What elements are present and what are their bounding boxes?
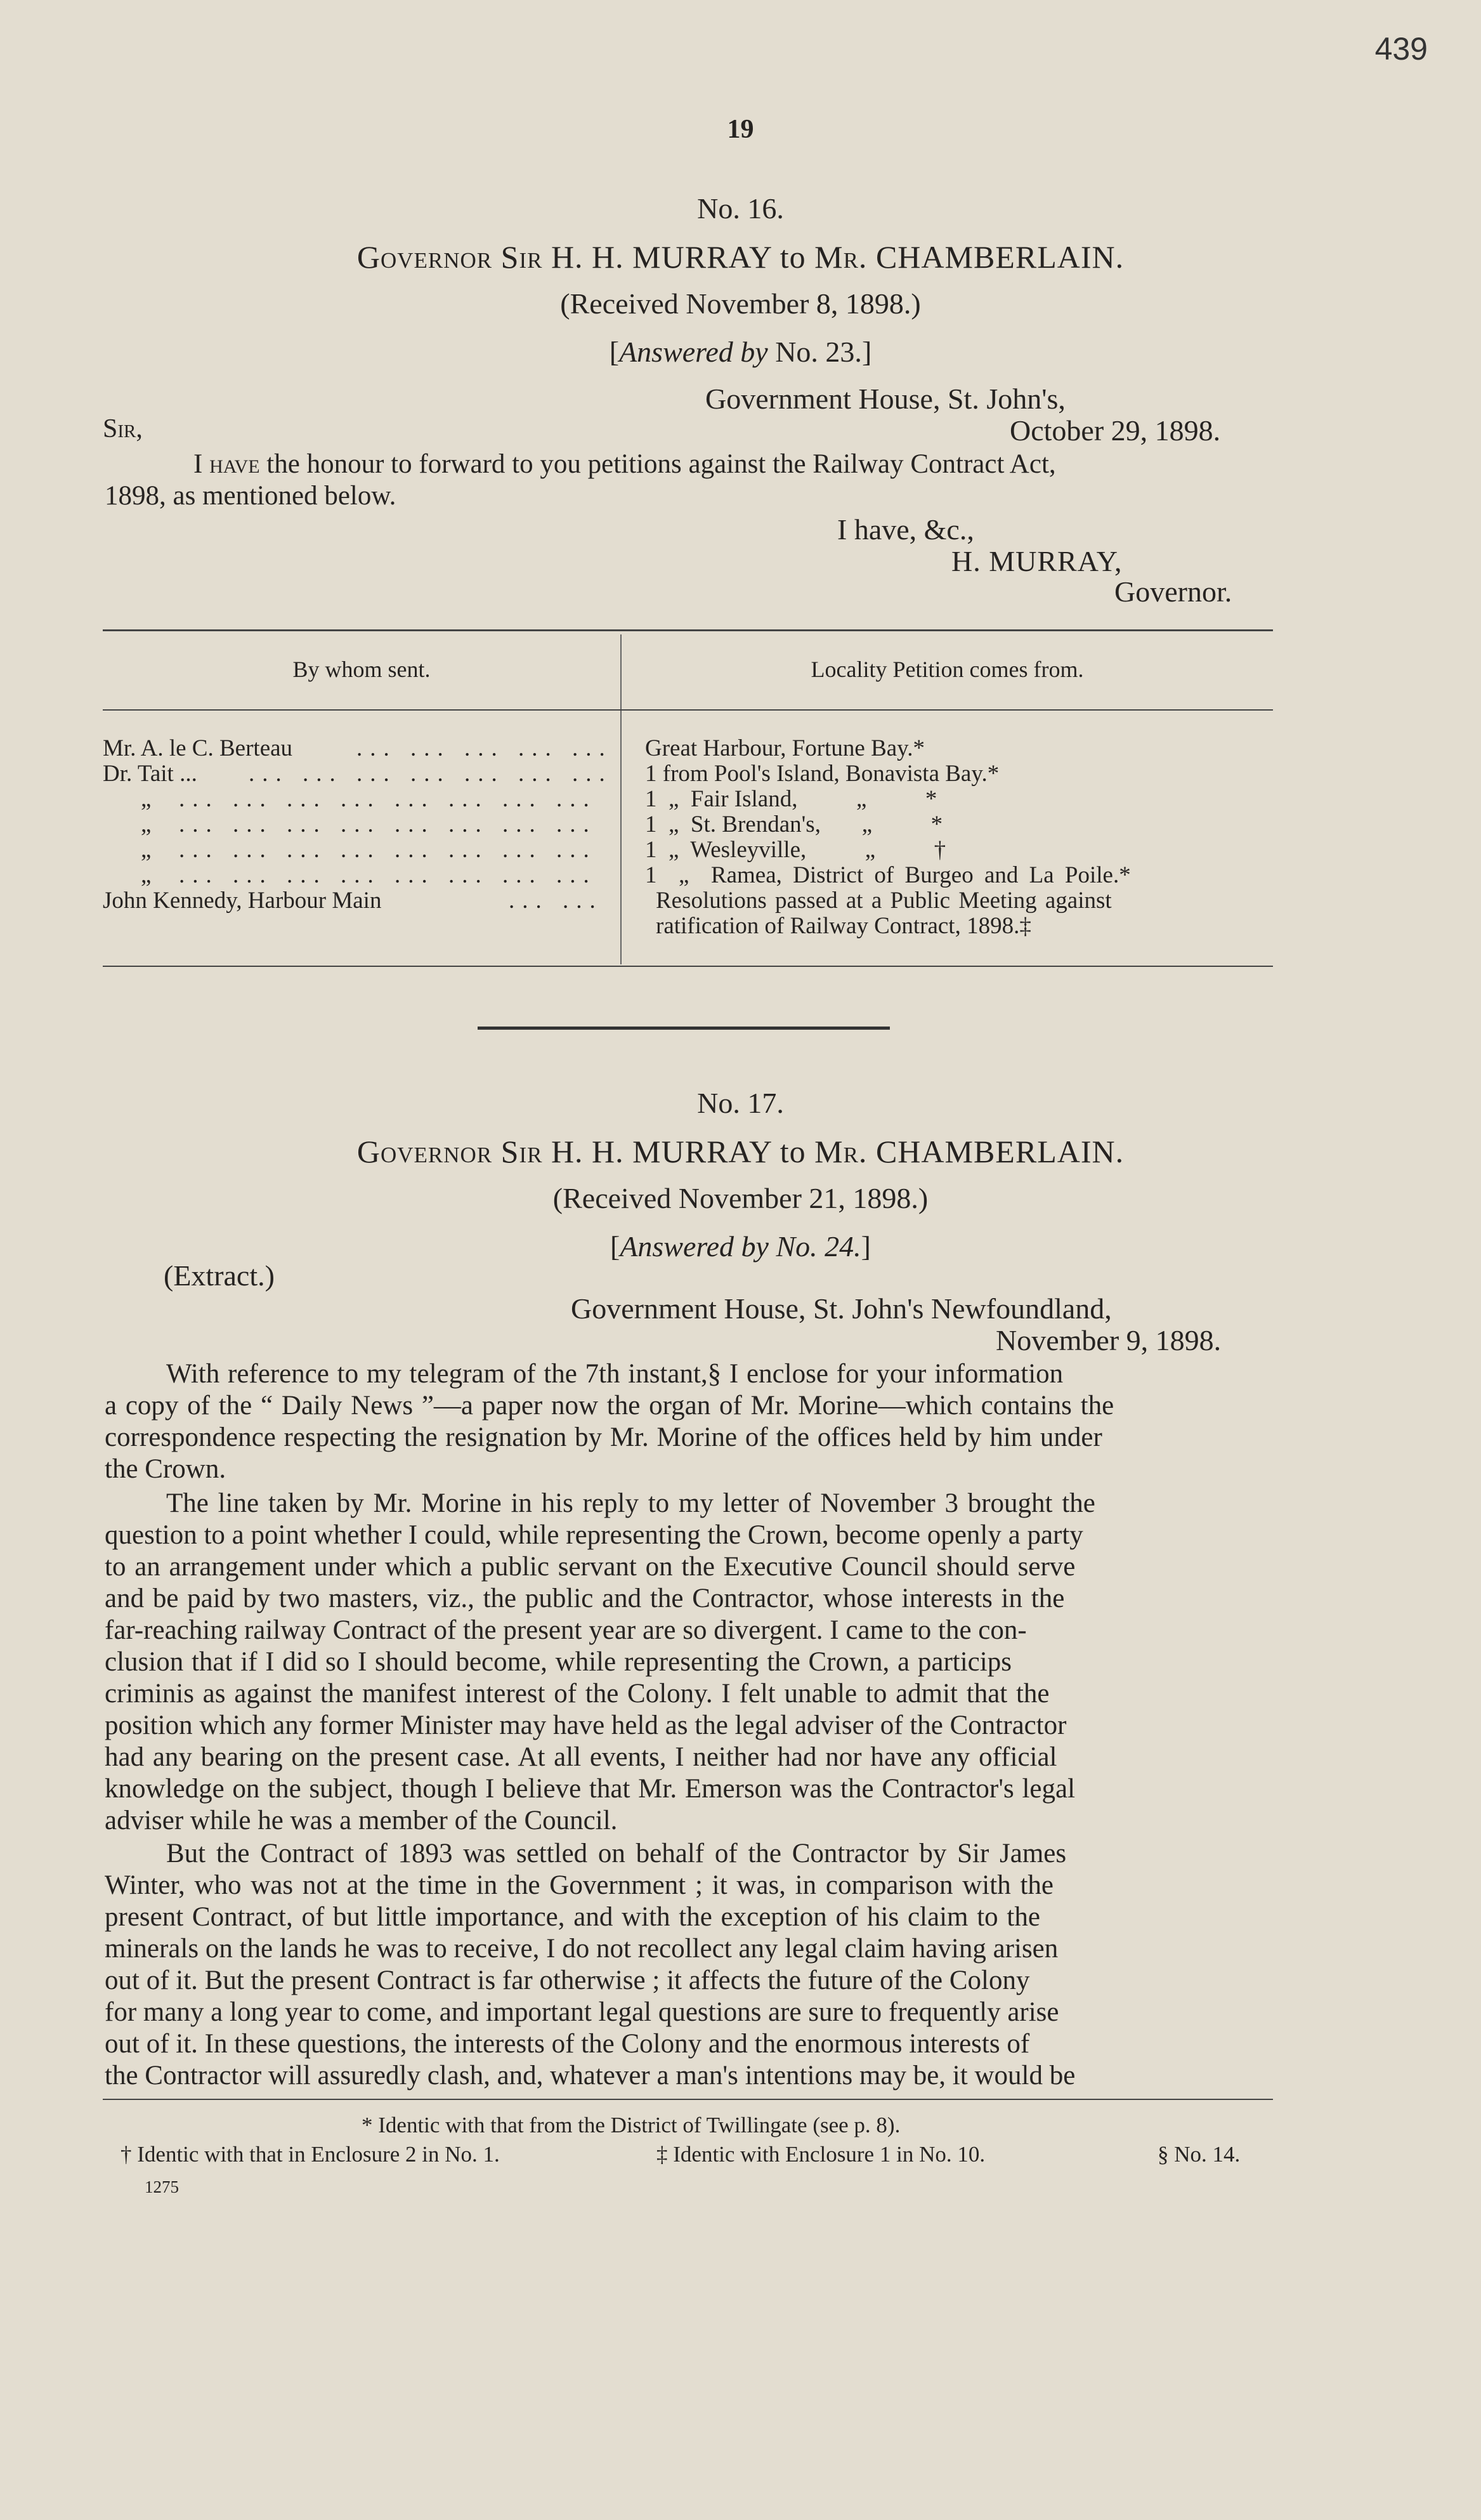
body-line: position which any former Minister may have held as the legal adviser of the Contractor: [105, 1710, 1067, 1740]
doc16-answered-close: ]: [861, 336, 872, 368]
section-separator: [478, 1027, 890, 1030]
body-line: minerals on the lands he was to receive, I do not recollect any legal claim having arisen: [105, 1934, 1059, 1964]
row-leader: ... ... ... ... ... ... ... ...: [179, 837, 597, 863]
body-line: The line taken by Mr. Morine in his reply to my letter of November 3 brought the: [166, 1488, 1095, 1518]
row-leader: ... ...: [509, 888, 603, 914]
body-line: present Contract, of but little importance, and with the exception of his claim to the: [105, 1902, 1040, 1932]
body-line: and be paid by two masters, viz., the public and the Contractor, whose interests in the: [105, 1584, 1065, 1613]
row-locality: 1 from Pool's Island, Bonavista Bay.*: [645, 761, 1000, 787]
print-code: 1275: [145, 2177, 179, 2196]
table-header-rule: [103, 709, 1273, 711]
doc16-body-line1-rest: the honour to forward to you petitions against the Railway Contract Act,: [266, 449, 1056, 479]
table-top-rule: [103, 629, 1273, 631]
row-sender: „: [141, 786, 152, 812]
body-line: far-reaching railway Contract of the present year are so divergent. I came to the con-: [105, 1615, 1027, 1645]
body-line: the Crown.: [105, 1454, 226, 1484]
row-locality: Resolutions passed at a Public Meeting against: [656, 888, 1112, 914]
doc16-heading-name: H. H. MURRAY: [551, 239, 772, 275]
body-line: criminis as against the manifest interest of the Colony. I felt unable to admit that the: [105, 1679, 1050, 1709]
footnote-dagger: † Identic with that in Enclosure 2 in No. 1.: [121, 2142, 500, 2167]
body-line: had any bearing on the present case. At all events, I neither had nor have any official: [105, 1742, 1057, 1772]
doc16-heading-mr: Mr.: [814, 239, 868, 275]
body-line: But the Contract of 1893 was settled on behalf of the Contractor by Sir James: [166, 1839, 1067, 1868]
row-sender: „: [141, 811, 152, 837]
body-line: clusion that if I did so I should become, while representing the Crown, a particips: [105, 1647, 1012, 1677]
doc16-answered: [0, 335, 1481, 369]
row-locality: 1 „ Fair Island, „ *: [645, 786, 937, 812]
footnote-section: § No. 14.: [1158, 2142, 1241, 2167]
doc17-place: Government House, St. John's Newfoundland,: [571, 1292, 1112, 1325]
row-sender: „: [141, 837, 152, 863]
doc16-signature-title: Governor.: [1114, 575, 1232, 608]
row-leader: ... ... ... ... ... ... ... ...: [179, 811, 597, 837]
footnote-star: * Identic with that from the District of Twillingate (see p. 8).: [362, 2113, 901, 2137]
body-line: adviser while he was a member of the Council.: [105, 1806, 618, 1835]
doc16-received: (Received November 8, 1898.): [560, 287, 921, 320]
doc16-body-line2: 1898, as mentioned below.: [105, 481, 396, 511]
row-locality: Great Harbour, Fortune Bay.*: [645, 735, 925, 761]
doc16-answered-no: No. 23.: [775, 336, 862, 368]
doc17-answered-no: No. 24.: [776, 1230, 861, 1263]
doc16-answered-open: [: [609, 336, 620, 368]
doc16-date: October 29, 1898.: [1010, 414, 1221, 447]
row-leader: ... ... ... ... ... ... ... ...: [179, 786, 597, 812]
doc16-heading-to: to: [780, 239, 806, 275]
doc16-number: No. 16.: [697, 192, 784, 225]
col-header-sender: By whom sent.: [292, 657, 431, 682]
doc17-extract: (Extract.): [164, 1259, 275, 1292]
col-header-locality: Locality Petition comes from.: [811, 657, 1084, 682]
row-sender: John Kennedy, Harbour Main: [103, 888, 382, 914]
row-leader: ... ... ... ... ...: [356, 735, 613, 761]
body-line: out of it. In these questions, the interests of the Colony and the enormous interests of: [105, 2029, 1030, 2059]
doc16-closing: I have, &c.,: [837, 513, 974, 546]
row-leader: ... ... ... ... ... ... ... ...: [179, 862, 597, 888]
row-locality: ratification of Railway Contract, 1898.‡: [656, 913, 1031, 939]
body-line: the Contractor will assuredly clash, and, whatever a man's intentions may be, it would be: [105, 2061, 1076, 2090]
footnote-ddagger: ‡ Identic with Enclosure 1 in No. 10.: [656, 2142, 986, 2167]
doc16-heading: [0, 239, 1481, 275]
doc16-heading-recipient: CHAMBERLAIN.: [875, 239, 1125, 275]
page-number-top: 439: [1374, 31, 1428, 67]
doc16-heading-governor: Governor: [356, 239, 493, 275]
body-line: out of it. But the present Contract is far otherwise ; it affects the future of the Colony: [105, 1965, 1030, 1995]
doc17-heading-recipient: CHAMBERLAIN.: [875, 1134, 1125, 1169]
row-sender: „: [141, 862, 152, 888]
doc17-answered-open: [: [610, 1230, 620, 1263]
footnote-rule: [103, 2099, 1273, 2100]
doc17-heading: [0, 1133, 1481, 1170]
doc17-received: (Received November 21, 1898.): [552, 1182, 929, 1214]
body-line: With reference to my telegram of the 7th instant,§ I enclose for your information: [166, 1359, 1064, 1389]
row-leader: ... ... ... ... ... ... ...: [249, 761, 613, 787]
body-line: to an arrangement under which a public servant on the Executive Council should serve: [105, 1552, 1076, 1582]
row-locality: 1 „ St. Brendan's, „ *: [645, 811, 943, 837]
doc17-heading-sir: Sir: [500, 1134, 543, 1169]
body-line: question to a point whether I could, while representing the Crown, become openly a party: [105, 1520, 1083, 1550]
doc17-heading-mr: Mr.: [814, 1134, 868, 1169]
row-sender: Mr. A. le C. Berteau: [103, 735, 293, 761]
row-sender: Dr. Tait ...: [103, 761, 197, 787]
doc17-heading-to: to: [780, 1134, 806, 1169]
doc17-heading-name: H. H. MURRAY: [551, 1134, 772, 1169]
row-locality: 1 „ Ramea, District of Burgeo and La Poile.*: [645, 862, 1131, 888]
doc17-number: No. 17.: [697, 1087, 784, 1119]
doc17-heading-governor: Governor: [356, 1134, 493, 1169]
body-line: for many a long year to come, and important legal questions are sure to frequently arise: [105, 1997, 1059, 2027]
doc16-signature: H. MURRAY,: [951, 545, 1123, 577]
table-column-divider: [620, 634, 622, 964]
body-line: a copy of the “ Daily News ”—a paper now the organ of Mr. Morine—which contains the: [105, 1391, 1114, 1421]
doc16-heading-sir: Sir: [500, 239, 543, 275]
body-line: Winter, who was not at the time in the Government ; it was, in comparison with the: [105, 1870, 1054, 1900]
print-page-number: 19: [727, 115, 754, 144]
body-line: knowledge on the subject, though I believe that Mr. Emerson was the Contractor's legal: [105, 1774, 1076, 1804]
doc17-date: November 9, 1898.: [996, 1324, 1222, 1356]
doc16-place: Government House, St. John's,: [705, 383, 1066, 415]
row-locality: 1 „ Wesleyville, „ †: [645, 837, 946, 863]
doc16-body-first-word: I have: [193, 449, 260, 479]
body-line: correspondence respecting the resignation by Mr. Morine of the offices held by him under: [105, 1422, 1102, 1452]
doc16-salutation: Sir,: [103, 414, 143, 443]
doc17-answered-close: ]: [861, 1230, 871, 1263]
table-bottom-rule: [103, 966, 1273, 967]
doc16-body-line1: [105, 448, 1275, 480]
doc16-answered-text: Answered by: [619, 336, 768, 368]
doc17-answered-text: Answered by: [620, 1230, 769, 1263]
